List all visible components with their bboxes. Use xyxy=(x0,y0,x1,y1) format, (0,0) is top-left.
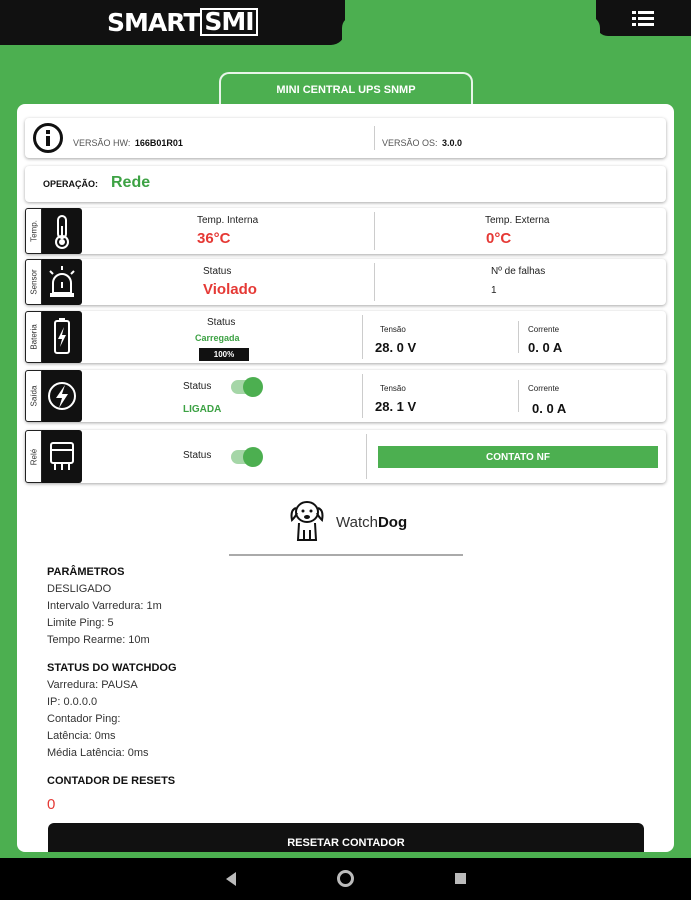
status-line: IP: 0.0.0.0 xyxy=(47,696,98,708)
logo-smart-text: SMART xyxy=(107,7,200,37)
output-current-label: Corrente xyxy=(528,384,560,393)
param-line: Intervalo Varredura: 1m xyxy=(47,600,162,612)
operation-label: OPERAÇÃO: xyxy=(43,179,99,189)
relay-card xyxy=(25,430,666,483)
param-line: Tempo Rearme: 10m xyxy=(47,634,150,646)
relay-side-tab: Relé xyxy=(25,430,42,483)
relay-toggle[interactable] xyxy=(231,450,261,464)
battery-icon xyxy=(42,311,82,363)
temp-internal-value: 36°C xyxy=(197,230,231,247)
status-line: Varredura: PAUSA xyxy=(47,679,138,691)
sensor-status-value: Violado xyxy=(203,281,257,298)
param-line: DESLIGADO xyxy=(47,583,112,595)
contato-nf-button[interactable]: CONTATO NF xyxy=(378,446,658,468)
version-card xyxy=(25,118,666,158)
battery-charge-badge: 100% xyxy=(199,348,249,361)
output-current-value: 0. 0 A xyxy=(532,401,567,416)
resets-count: 0 xyxy=(47,796,56,813)
temp-side-tab: Temp. xyxy=(25,208,42,254)
sensor-failures-value: 1 xyxy=(491,285,497,296)
thermometer-icon xyxy=(42,208,82,254)
android-nav-bar xyxy=(0,858,691,900)
output-toggle[interactable] xyxy=(231,380,261,394)
temperature-card xyxy=(25,208,666,254)
watchdog-divider xyxy=(229,554,463,556)
battery-voltage-value: 28. 0 V xyxy=(375,340,417,355)
battery-voltage-label: Tensão xyxy=(380,325,406,334)
divider xyxy=(374,126,375,150)
reset-counter-button[interactable]: RESETAR CONTADOR xyxy=(48,823,644,852)
params-heading: PARÂMETROS xyxy=(47,566,125,578)
main-panel xyxy=(17,104,674,852)
battery-current-value: 0. 0 A xyxy=(528,340,563,355)
logo-smi-text: SMI xyxy=(200,8,257,36)
resets-heading: CONTADOR DE RESETS xyxy=(47,775,176,787)
battery-card xyxy=(25,311,666,363)
watchdog-status-heading: STATUS DO WATCHDOG xyxy=(47,662,177,674)
battery-status-value: Carregada xyxy=(195,333,240,343)
sensor-status-label: Status xyxy=(203,266,232,277)
hw-version: VERSÃO HW: 166B01R01 xyxy=(73,138,183,148)
menu-icon[interactable] xyxy=(632,11,654,29)
relay-status-label: Status xyxy=(183,450,212,461)
top-bar xyxy=(0,0,691,45)
battery-side-tab: Bateria xyxy=(25,311,42,363)
output-voltage-value: 28. 1 V xyxy=(375,399,417,414)
status-line: Contador Ping: xyxy=(47,713,121,725)
status-line: Média Latência: 0ms xyxy=(47,747,149,759)
battery-status-label: Status xyxy=(207,317,236,328)
recent-apps-icon[interactable] xyxy=(455,873,466,884)
power-bolt-icon xyxy=(42,370,82,422)
param-line: Limite Ping: 5 xyxy=(47,617,114,629)
header-green-tab xyxy=(342,16,600,46)
dog-icon xyxy=(287,496,327,546)
status-line: Latência: 0ms xyxy=(47,730,116,742)
relay-icon xyxy=(42,430,82,483)
output-status-value: LIGADA xyxy=(183,404,222,415)
back-icon[interactable] xyxy=(226,872,236,886)
temp-external-value: 0°C xyxy=(486,230,512,247)
temp-internal-label: Temp. Interna xyxy=(197,215,259,226)
output-card xyxy=(25,370,666,422)
smart-smi-logo xyxy=(107,8,258,36)
sensor-failures-label: Nº de falhas xyxy=(491,266,546,277)
home-icon[interactable] xyxy=(337,870,354,887)
sensor-card xyxy=(25,259,666,305)
operation-value: Rede xyxy=(111,174,151,191)
battery-current-label: Corrente xyxy=(528,325,560,334)
alarm-siren-icon xyxy=(42,259,82,305)
output-side-tab: Saída xyxy=(25,370,42,422)
output-voltage-label: Tensão xyxy=(380,384,406,393)
operation-card xyxy=(25,166,666,202)
os-version: VERSÃO OS: 3.0.0 xyxy=(382,138,463,148)
watchdog-title: WatchDog xyxy=(336,514,408,531)
output-status-label: Status xyxy=(183,381,212,392)
info-icon xyxy=(33,123,63,153)
temp-external-label: Temp. Externa xyxy=(485,215,550,226)
sensor-side-tab: Sensor xyxy=(25,259,42,305)
page-tab-title: MINI CENTRAL UPS SNMP xyxy=(219,72,473,105)
